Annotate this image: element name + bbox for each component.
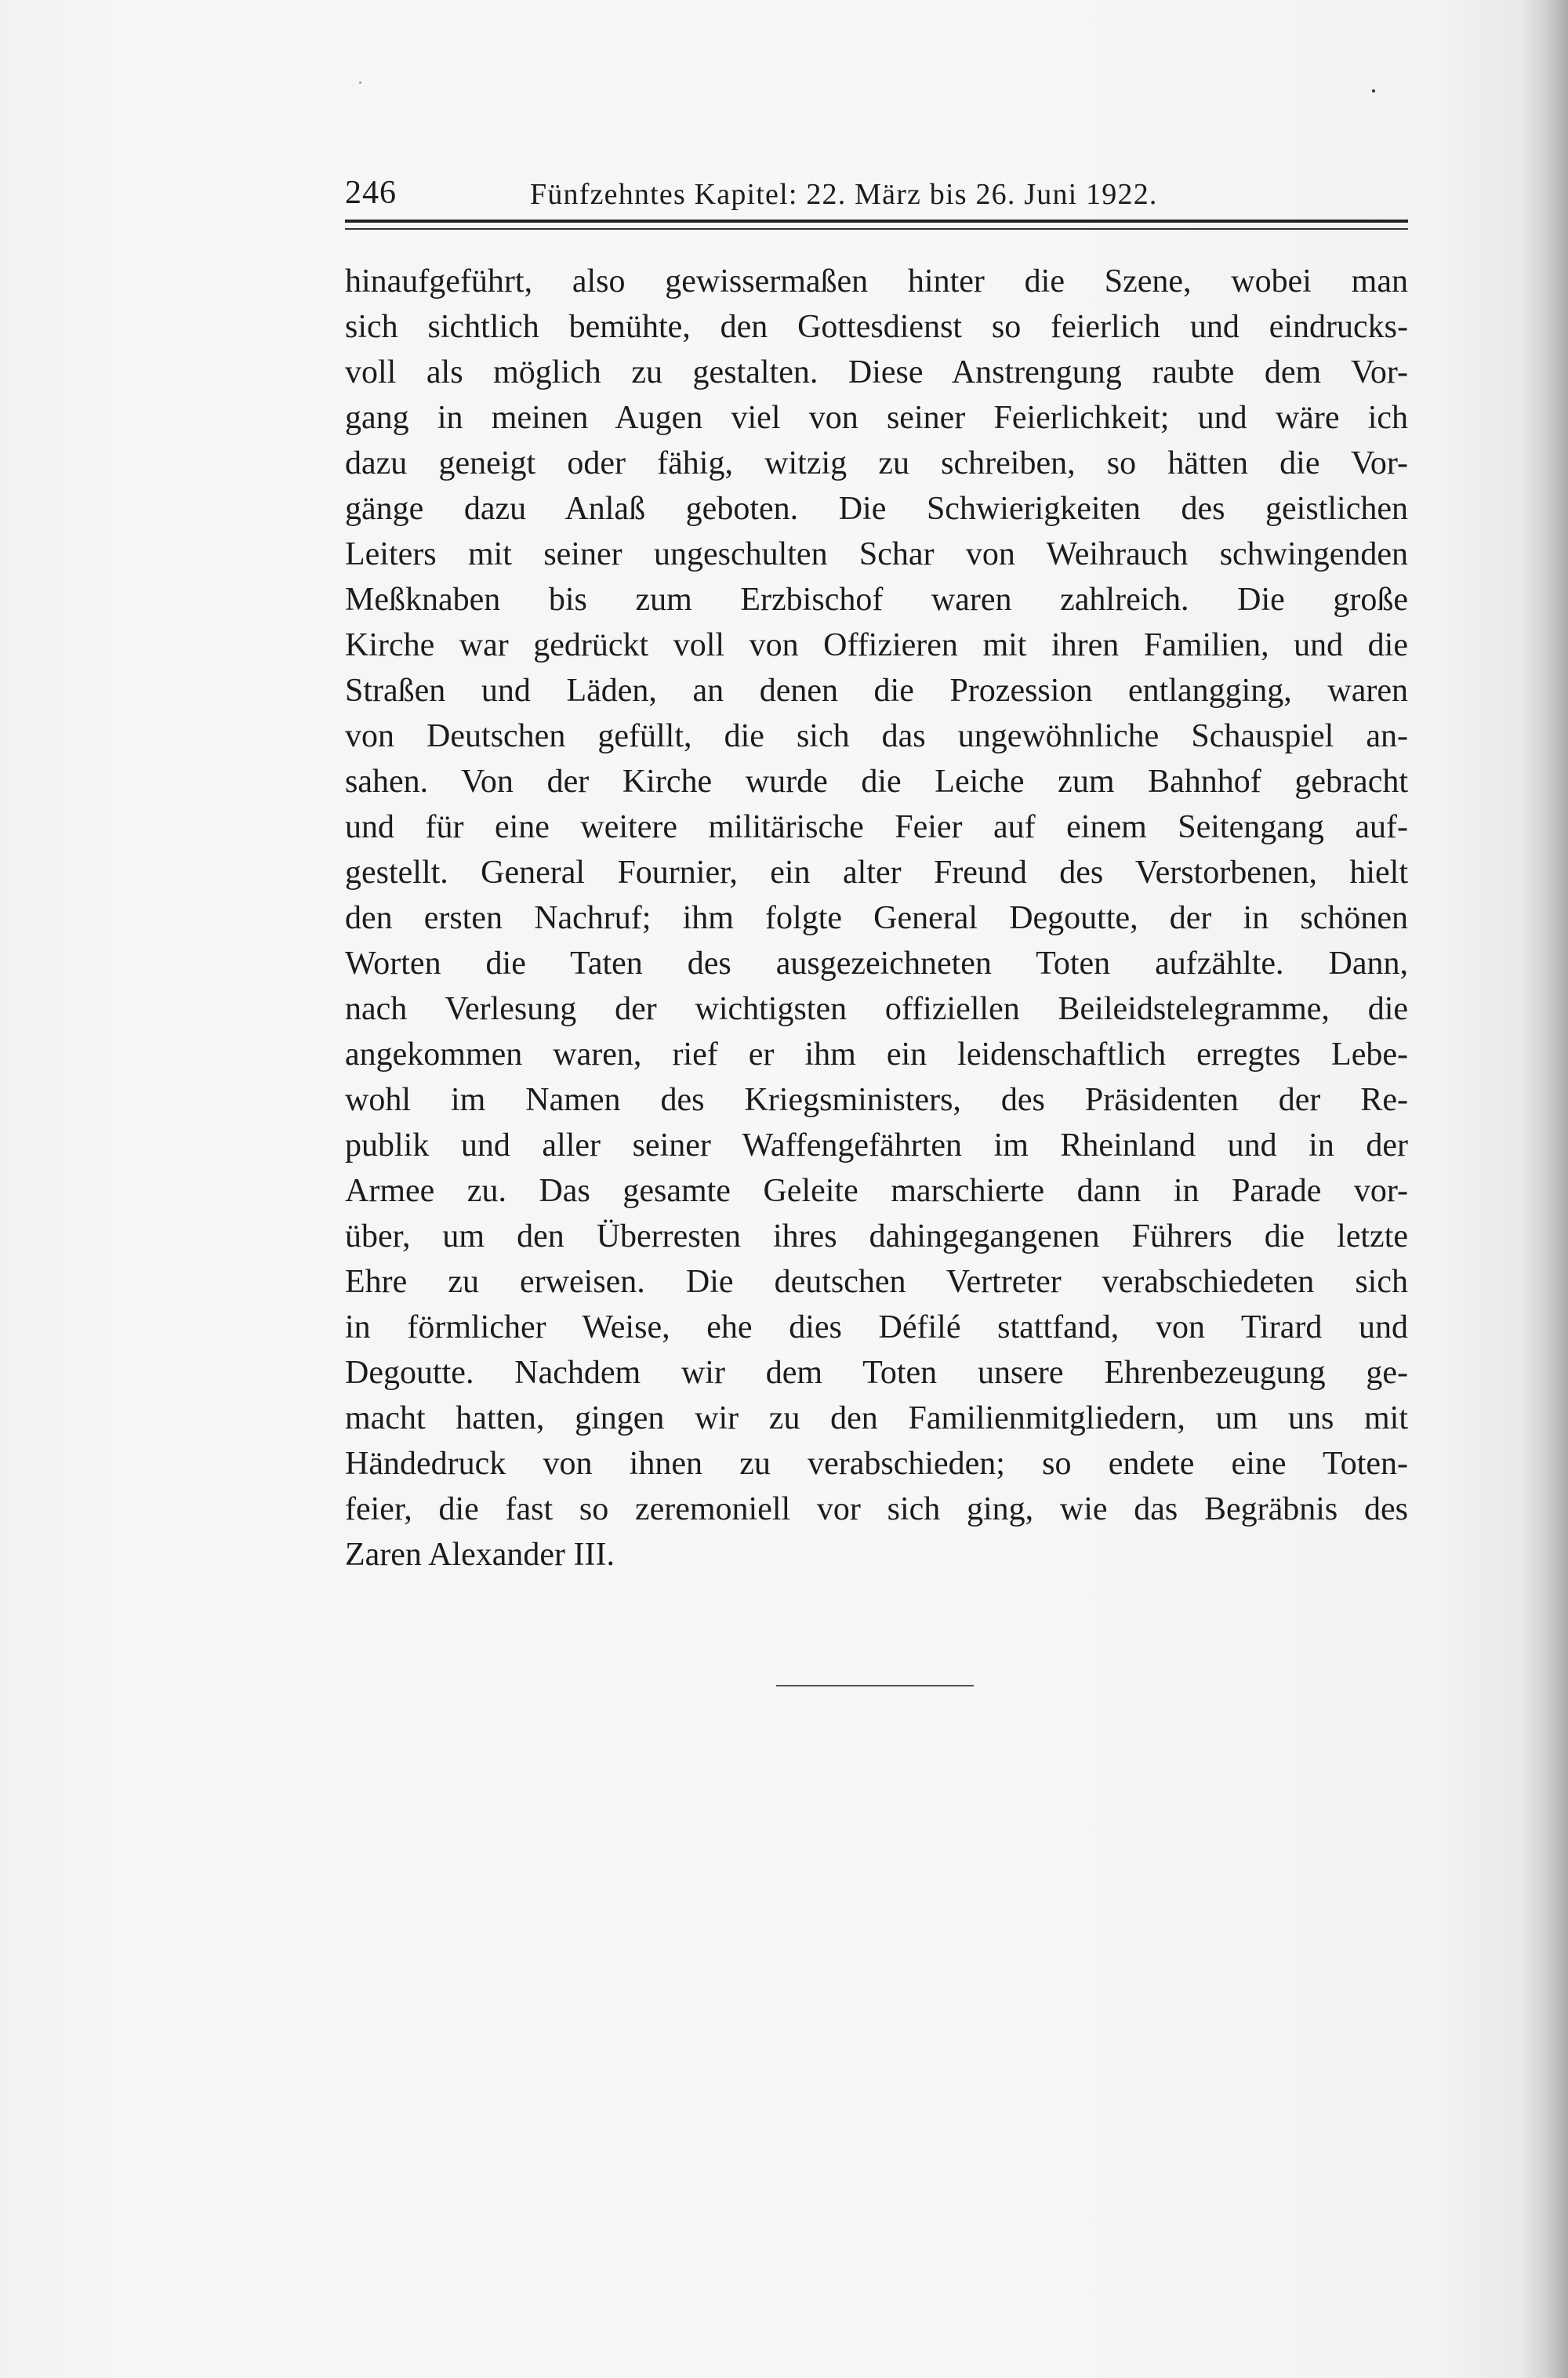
text-line: dazu geneigt oder fähig, witzig zu schreiben, so hätten die Vor- xyxy=(345,445,1408,481)
text-line: Leiters mit seiner ungeschulten Schar von Weihrauch schwingenden xyxy=(345,536,1408,572)
text-line: gänge dazu Anlaß geboten. Die Schwierigkeiten des geistlichen xyxy=(345,491,1408,527)
text-line: gestellt. General Fournier, ein alter Freund des Verstorbenen, hielt xyxy=(345,855,1408,891)
text-line: publik und aller seiner Waffengefährten im Rheinland und in der xyxy=(345,1127,1408,1164)
section-end-rule xyxy=(776,1685,974,1686)
text-line: voll als möglich zu gestalten. Diese Anstrengung raubte dem Vor- xyxy=(345,354,1408,390)
text-line: über, um den Überresten ihres dahingegangenen Führers die letzte xyxy=(345,1218,1408,1254)
text-line: feier, die fast so zeremoniell vor sich ging, wie das Begräbnis des xyxy=(345,1491,1408,1527)
body-paragraph xyxy=(345,259,1408,1577)
page-edge-shadow xyxy=(1521,0,1568,2378)
header-rule-thin xyxy=(345,228,1408,230)
text-line: macht hatten, gingen wir zu den Familienmitgliedern, um uns mit xyxy=(345,1400,1408,1436)
text-line: angekommen waren, rief er ihm ein leidenschaftlich erregtes Lebe- xyxy=(345,1037,1408,1073)
text-line: hinaufgeführt, also gewissermaßen hinter die Szene, wobei man xyxy=(345,263,1408,300)
text-line: wohl im Namen des Kriegsministers, des Präsidenten der Re- xyxy=(345,1082,1408,1118)
text-line: Degoutte. Nachdem wir dem Toten unsere Ehrenbezeugung ge- xyxy=(345,1355,1408,1391)
text-line-last: Zaren Alexander III. xyxy=(345,1537,615,1573)
paper-speck xyxy=(1372,89,1375,93)
text-line: sahen. Von der Kirche wurde die Leiche zum Bahnhof gebracht xyxy=(345,764,1408,800)
text-line: Armee zu. Das gesamte Geleite marschierte dann in Parade vor- xyxy=(345,1173,1408,1209)
page-header xyxy=(345,174,1408,221)
text-line: sich sichtlich bemühte, den Gottesdienst so feierlich und eindrucks- xyxy=(345,309,1408,345)
text-line: den ersten Nachruf; ihm folgte General Degoutte, der in schönen xyxy=(345,900,1408,936)
paper-speck xyxy=(359,82,361,84)
text-line: und für eine weitere militärische Feier auf einem Seitengang auf- xyxy=(345,809,1408,845)
text-line: Händedruck von ihnen zu verabschieden; so endete eine Toten- xyxy=(345,1446,1408,1482)
running-head: Fünfzehntes Kapitel: 22. März bis 26. Juni 1922. xyxy=(530,178,1158,211)
header-rule-thick xyxy=(345,220,1408,223)
text-line: von Deutschen gefüllt, die sich das ungewöhnliche Schauspiel an- xyxy=(345,718,1408,754)
text-line: nach Verlesung der wichtigsten offiziellen Beileidstelegramme, die xyxy=(345,991,1408,1027)
text-line: in förmlicher Weise, ehe dies Défilé stattfand, von Tirard und xyxy=(345,1309,1408,1345)
text-line: Straßen und Läden, an denen die Prozession entlangging, waren xyxy=(345,673,1408,709)
text-line: Ehre zu erweisen. Die deutschen Vertreter verabschiedeten sich xyxy=(345,1264,1408,1300)
text-line: Kirche war gedrückt voll von Offizieren mit ihren Familien, und die xyxy=(345,627,1408,663)
text-line: gang in meinen Augen viel von seiner Feierlichkeit; und wäre ich xyxy=(345,400,1408,436)
page-number: 246 xyxy=(345,175,397,211)
text-line: Worten die Taten des ausgezeichneten Toten aufzählte. Dann, xyxy=(345,946,1408,982)
text-line: Meßknaben bis zum Erzbischof waren zahlreich. Die große xyxy=(345,582,1408,618)
